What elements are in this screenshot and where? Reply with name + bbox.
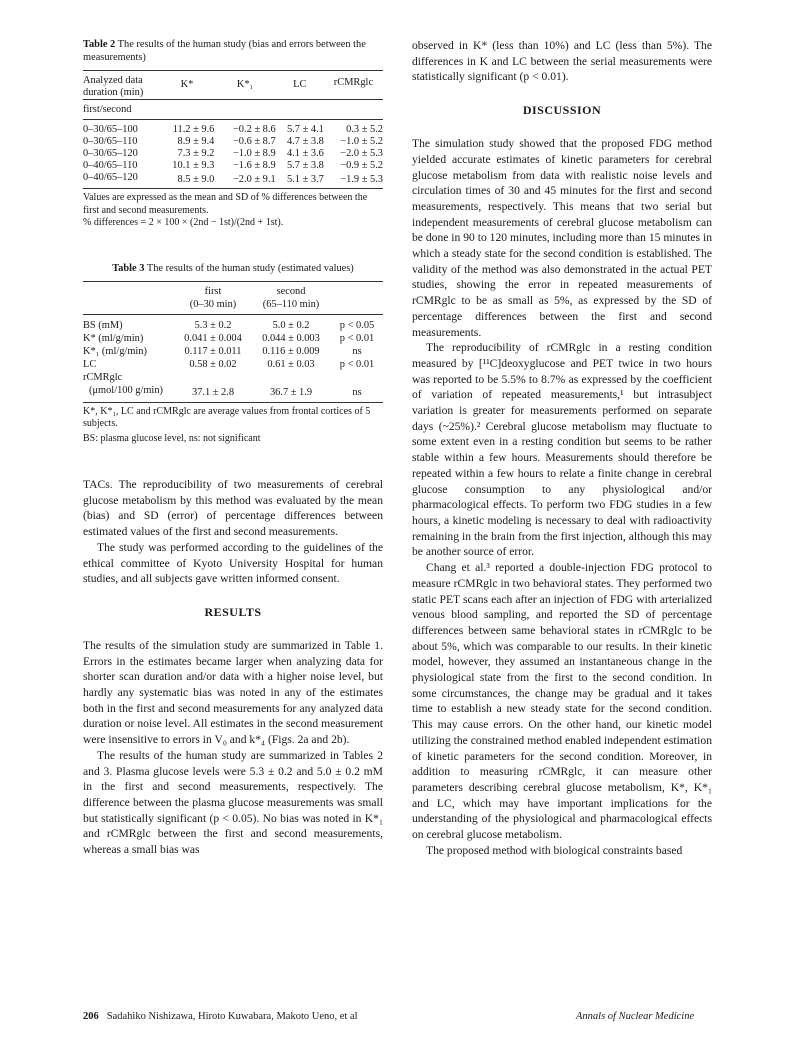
table2-header-rcmrglc: rCMRglc: [333, 77, 374, 88]
table2: [83, 38, 383, 230]
results-paragraph-cont: observed in K* (less than 10%) and LC (less than 5%). The differences in K and LC between the serial measurements were statistically significant (p < 0.01).: [412, 39, 712, 84]
table-cell: BS (mM): [83, 319, 123, 331]
table-row: [83, 384, 383, 403]
table-row: [83, 371, 383, 384]
table-cell: 4.7 ± 3.8: [286, 136, 324, 147]
table-cell: 7.3 ± 9.2: [177, 148, 215, 159]
table-cell: 5.3 ± 0.2: [194, 319, 232, 331]
page-number: 206: [83, 1011, 99, 1022]
table-row: [83, 332, 383, 345]
table-cell: 11.2 ± 9.6: [172, 124, 215, 135]
right-column: [412, 38, 712, 858]
table2-caption-label: Table 2: [83, 39, 116, 50]
table-cell: 0–40/65–110: [83, 160, 138, 171]
table-cell: K*₁ (ml/g/min): [83, 345, 147, 357]
discussion-paragraph-2: The reproducibility of rCMRglc in a resting condition measured by [¹¹C]deoxyglucose and PET twice in two hours was reported to be 5.5% to 8.7% as expressed by the coefficient of variation of repeated measurements,¹ but intrasubject variation is greater for measurements performed on separate days (~25%).² Cerebral glucose metabolism may fluctuate to some extent even in a resting condition but seems to be rather stable within a few hours. Measurements should therefore be repeated within a few hours to relate a finite change in cerebral glucose consumption to any physiological and/or pharmacological effects. To perform two FDG studies in a few hours, a kinetic modeling is necessary to deal with radioactivity remaining in the brain from the first injection, although this may be another source of error.: [412, 341, 712, 559]
table-cell: 37.1 ± 2.8: [191, 387, 235, 398]
discussion-paragraph-4: The proposed method with biological constraints based: [426, 843, 683, 857]
table3-header-first-range: (0–30 min): [189, 298, 237, 310]
table2-caption: [83, 38, 383, 64]
table2-header-duration: Analyzed data duration (min): [83, 75, 144, 98]
table-cell: 5.7 ± 4.1: [286, 124, 324, 135]
table-cell: 8.9 ± 9.4: [177, 136, 215, 147]
table-cell: 10.1 ± 9.3: [172, 160, 215, 171]
table3-header-first: first: [204, 285, 222, 297]
table-cell: −2.0 ± 5.3: [340, 148, 383, 159]
table-row: [83, 148, 383, 160]
table-cell: 0–30/65–100: [83, 124, 138, 135]
table3-grid: [83, 281, 383, 403]
table-cell: 0.116 ± 0.009: [262, 345, 320, 357]
table-cell: 0–40/65–120: [83, 172, 138, 183]
table-cell: 0.61 ± 0.03: [267, 358, 315, 370]
table3-abbrev: BS: plasma glucose level, ns: not significant: [83, 432, 261, 444]
table-cell: 0–30/65–120: [83, 148, 138, 159]
table-cell: −0.2 ± 8.6: [232, 124, 276, 135]
table2-subheader: first/second: [83, 104, 132, 115]
table-cell: 0.3 ± 5.2: [346, 124, 383, 135]
table3: [83, 262, 383, 446]
table-cell: 0.117 ± 0.011: [184, 345, 242, 357]
table-cell: p < 0.01: [339, 358, 375, 370]
results-heading: RESULTS: [204, 604, 262, 619]
table2-header-lc: LC: [293, 79, 307, 90]
table-row: [83, 172, 383, 189]
results-paragraph-2: The results of the human study are summarized in Tables 2 and 3. Plasma glucose levels were 5.3 ± 0.2 and 5.0 ± 0.2 mM in the first and second measurements, respectively. The difference between the plasma glucose measurements was small but statistically significant (p < 0.05). No bias was noted in K*₁ and rCMRglc between the first and second measurements, whereas a small bias was: [83, 748, 383, 857]
table-cell: −2.0 ± 9.1: [232, 174, 276, 185]
table-cell: 0.044 ± 0.003: [262, 332, 320, 344]
table3-header-second: second: [276, 285, 306, 297]
ethics-paragraph: The study was performed according to the guidelines of the ethical committee of Kyoto University Hospital for human studies, and all subjects gave written informed consent.: [83, 540, 383, 586]
table-cell: 5.0 ± 0.2: [272, 319, 310, 331]
table-cell: K* (ml/g/min): [83, 332, 144, 344]
table2-formula: % differences = 2 × 100 × (2nd − 1st)/(2nd + 1st).: [83, 217, 284, 228]
discussion-heading: DISCUSSION: [522, 103, 602, 118]
table-cell: −1.9 ± 5.3: [340, 174, 383, 185]
discussion-paragraph-1: The simulation study showed that the proposed FDG method yielded accurate estimates of kinetic parameters for cerebral glucose metabolism from data with realistic noise levels and circulation times of 30 and 45 minutes for the first and second measurements, respectively. This means that two serial but independent measurements of cerebral glucose metabolism can be done in 90 to 120 minutes, including more than 15 minutes in which a steady state for the second condition is established. The validity of the method was also demonstrated in the actual PET studies, showing the error in repeated measurements of rCMRglc to be as small as 5%, as expressed by the SD of percentage differences between the first and second measurements.: [412, 137, 712, 339]
page-footer: [83, 1011, 358, 1022]
discussion-paragraph-3: Chang et al.³ reported a double-injection FDG protocol to measure rCMRglc in two behavioral states. They performed two static PET scans each after an injection of FDG with arterialized venous blood sampling, and reported the SD of percentage differences between same behavioral states in rCMRglc to be about 5%, which was comparable to our results. In their kinetic model, however, they assumed an instantaneous change in the physiological state from the first to the second condition. In some circumstances, the change may be gradual and it takes time to establish a new steady state for the second condition. This may cause errors. On the other hand, our kinetic model utilizing the constrained method enabled independent estimation of kinetic parameters for the second condition. Moreover, in addition to measuring rCMRglc, it can measure other parameters describing cerebral glucose metabolism, K*, K*₁ and LC, which may have important implications for the understanding of the physiological and pharmacological effects on cerebral glucose metabolism.: [412, 561, 712, 842]
table-row: [83, 358, 383, 371]
left-column: [83, 38, 383, 858]
table-cell: −1.0 ± 8.9: [232, 148, 276, 159]
table-cell: 0.041 ± 0.004: [184, 332, 242, 344]
table-cell: −0.6 ± 8.7: [232, 136, 276, 147]
table-row: [83, 124, 383, 136]
table-cell: −1.6 ± 8.9: [232, 160, 276, 171]
table2-header-k: K*: [180, 79, 194, 90]
table2-header-k1: K*₁: [236, 79, 254, 90]
table-cell: 5.1 ± 3.7: [286, 174, 324, 185]
table-cell: (μmol/100 g/min): [89, 384, 163, 396]
journal-name: Annals of Nuclear Medicine: [576, 1011, 695, 1022]
footer-authors: Sadahiko Nishizawa, Hiroto Kuwabara, Makoto Ueno, et al: [106, 1011, 358, 1022]
table3-note: K*, K*₁, LC and rCMRglc are average values from frontal cortices of 5 subjects.: [83, 405, 371, 429]
table-cell: ns: [352, 345, 362, 357]
table-row: [83, 160, 383, 172]
table-cell: ns: [352, 387, 362, 398]
table-row: [83, 345, 383, 358]
table-cell: p < 0.01: [339, 332, 375, 344]
table3-caption-text: The results of the human study (estimated values): [146, 262, 354, 274]
table-row: [83, 136, 383, 148]
table-cell: −1.0 ± 5.2: [340, 136, 383, 147]
methods-paragraph-end: TACs. The reproducibility of two measurements of cerebral glucose metabolism by this method was evaluated by the mean (bias) and SD (error) of percentage differences between estimated values of the first and second measurements.: [83, 478, 383, 539]
table-row: [83, 319, 383, 332]
table2-note: Values are expressed as the mean and SD of % differences between the first and second measurements.: [83, 192, 368, 216]
table-cell: 5.7 ± 3.8: [286, 160, 324, 171]
results-paragraph-1: The results of the simulation study are summarized in Table 1. Errors in the estimates became larger when analyzing data for shorter scan duration and/or data with a higher noise level, but hardly any systematic bias was noted in any of the estimates both in the first and second measurements for any analyzed data duration or noise level. All estimates in the second measurement were insensitive to errors in V₀ and k*₄ (Figs. 2a and 2b).: [83, 638, 383, 747]
table-cell: rCMRglc: [83, 371, 123, 383]
table-cell: 0.58 ± 0.02: [189, 358, 237, 370]
table3-caption-label: Table 3: [112, 262, 145, 274]
table-cell: 8.5 ± 9.0: [177, 174, 215, 185]
table3-header-second-range: (65–110 min): [262, 298, 320, 310]
table-cell: 0–30/65–110: [83, 136, 138, 147]
table-cell: 4.1 ± 3.6: [286, 148, 324, 159]
table2-caption-text: The results of the human study (bias and errors between the measurements): [83, 39, 366, 63]
table2-grid: [83, 70, 383, 189]
table-cell: 36.7 ± 1.9: [269, 387, 313, 398]
table-cell: p < 0.05: [339, 319, 375, 331]
table3-caption: [83, 262, 383, 275]
table-cell: LC: [83, 358, 97, 370]
table-cell: −0.9 ± 5.2: [340, 160, 383, 171]
